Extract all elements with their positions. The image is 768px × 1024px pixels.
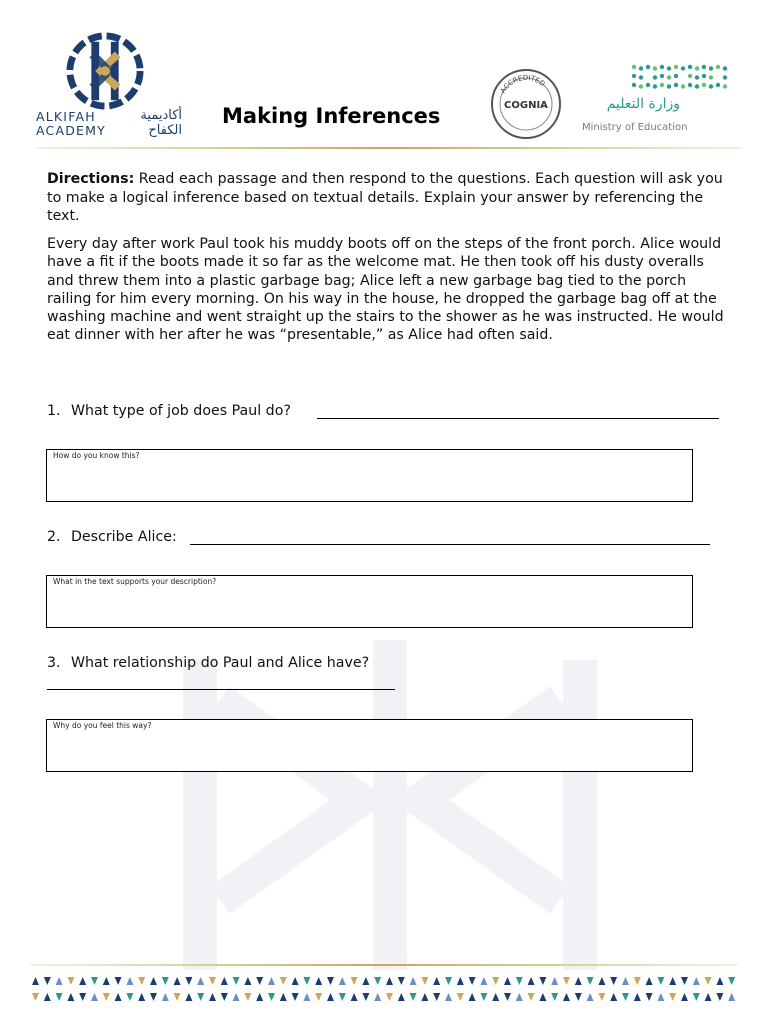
footer-triangle <box>622 977 629 985</box>
cognia-accredited-text: ACCREDITED <box>499 73 547 95</box>
footer-triangle <box>539 993 546 1001</box>
footer-triangle <box>221 993 228 1001</box>
cognia-accredited-seal <box>490 68 562 140</box>
footer-triangle <box>221 977 228 985</box>
footer-triangle <box>410 977 417 985</box>
footer-triangle <box>91 977 98 985</box>
question-number: 3. <box>47 655 61 671</box>
footer-triangle <box>67 993 74 1001</box>
footer-triangle <box>657 993 664 1001</box>
footer-triangle <box>56 977 63 985</box>
footer-triangle <box>162 993 169 1001</box>
footer-triangle <box>233 977 240 985</box>
footer-triangle <box>197 977 204 985</box>
footer-triangle <box>280 993 287 1001</box>
footer-triangle <box>67 977 74 985</box>
footer-triangle <box>646 993 653 1001</box>
footer-triangle <box>516 977 523 985</box>
question-text: What relationship do Paul and Alice have? <box>71 655 370 671</box>
footer-triangle <box>103 977 110 985</box>
footer-triangle <box>480 977 487 985</box>
footer-triangle <box>575 993 582 1001</box>
question-2 <box>47 528 177 546</box>
question-text: What type of job does Paul do? <box>71 403 291 419</box>
answer-box-1[interactable] <box>46 449 693 502</box>
moe-english-text: Ministry of Education <box>582 122 688 133</box>
footer-triangle <box>327 993 334 1001</box>
footer-triangle <box>528 977 535 985</box>
footer-triangle <box>280 977 287 985</box>
footer-triangle <box>185 993 192 1001</box>
footer-triangle <box>504 993 511 1001</box>
answer-box-3[interactable] <box>46 719 693 772</box>
footer-triangle <box>610 993 617 1001</box>
footer-triangle <box>209 993 216 1001</box>
footer-triangle <box>339 993 346 1001</box>
footer-triangle <box>150 993 157 1001</box>
footer-triangle <box>244 977 251 985</box>
footer-triangle <box>669 977 676 985</box>
footer-triangle-pattern-row-2 <box>30 990 738 1002</box>
footer-triangle <box>705 993 712 1001</box>
footer-triangle <box>587 977 594 985</box>
footer-triangle <box>126 977 133 985</box>
footer-triangle <box>327 977 334 985</box>
footer-triangle <box>174 977 181 985</box>
footer-triangle <box>233 993 240 1001</box>
footer-triangle <box>421 977 428 985</box>
footer-triangle <box>551 993 558 1001</box>
question-number: 2. <box>47 529 61 545</box>
footer-triangle <box>374 993 381 1001</box>
footer-triangle <box>351 977 358 985</box>
footer-triangle <box>292 977 299 985</box>
page-title: Making Inferences <box>222 104 441 128</box>
footer-triangle <box>410 993 417 1001</box>
footer-triangle <box>528 993 535 1001</box>
logo-english-text: ALKIFAH ACADEMY <box>36 109 106 138</box>
footer-triangle <box>539 977 546 985</box>
footer-triangle <box>504 977 511 985</box>
footer-triangle <box>693 977 700 985</box>
footer-triangle <box>716 993 723 1001</box>
footer-triangle <box>693 993 700 1001</box>
footer-triangle <box>457 993 464 1001</box>
footer-triangle <box>646 977 653 985</box>
answer-line-2[interactable] <box>190 544 710 545</box>
footer-triangle <box>728 977 735 985</box>
footer-triangle <box>622 993 629 1001</box>
footer-triangle <box>386 993 393 1001</box>
footer-triangle <box>292 993 299 1001</box>
footer-triangle <box>681 993 688 1001</box>
footer-triangle <box>551 977 558 985</box>
directions-text: Read each passage and then respond to the questions. Each question will ask you to make a logical inference based on textual details. Explain your answer by referencing the text. <box>47 171 723 224</box>
footer-triangle <box>516 993 523 1001</box>
moe-dots-icon <box>630 62 730 92</box>
footer-triangle <box>79 993 86 1001</box>
footer-triangle <box>598 977 605 985</box>
footer-triangle <box>56 993 63 1001</box>
footer-triangle <box>421 993 428 1001</box>
answer-line-3[interactable] <box>47 689 395 690</box>
directions-label: Directions: <box>47 171 135 187</box>
footer-triangle <box>563 993 570 1001</box>
footer-triangle <box>469 977 476 985</box>
header-divider <box>36 147 742 149</box>
footer-triangle <box>244 993 251 1001</box>
footer-triangle <box>315 993 322 1001</box>
footer-triangle <box>79 977 86 985</box>
header <box>0 0 768 150</box>
alkifah-logo <box>36 32 206 142</box>
footer-triangle <box>398 993 405 1001</box>
footer-triangle <box>115 993 122 1001</box>
footer-triangle <box>126 993 133 1001</box>
question-1 <box>47 402 291 420</box>
ministry-of-education-logo <box>580 62 730 142</box>
footer-triangle <box>303 977 310 985</box>
reading-passage: Every day after work Paul took his muddy boots off on the steps of the front porch. Alice would have a fit if the boots made it so far as the welcome mat. He then took off his dusty overalls and threw them into a plastic garbage bag; Alice left a new garbage bag tied to the porch railing for him every morning. On his way in the house, he dropped the garbage bag off at the washing machine and went straight up the stairs to the shower as he was instructed. He would eat dinner with her after he was “presentable,” as Alice had often said. <box>47 236 724 344</box>
footer-triangle <box>315 977 322 985</box>
question-text: Describe Alice: <box>71 529 177 545</box>
footer-triangle <box>197 993 204 1001</box>
footer-triangle-pattern-row-1 <box>30 974 738 986</box>
footer-triangle <box>362 993 369 1001</box>
footer-triangle <box>563 977 570 985</box>
footer-triangle <box>716 977 723 985</box>
footer-triangle <box>587 993 594 1001</box>
answer-box-2[interactable] <box>46 575 693 628</box>
footer-triangle <box>705 977 712 985</box>
footer-triangle <box>44 993 51 1001</box>
answer-box-label: Why do you feel this way? <box>53 721 152 730</box>
footer-triangle <box>681 977 688 985</box>
footer-triangle <box>103 993 110 1001</box>
question-3 <box>47 654 369 672</box>
footer-triangle <box>174 993 181 1001</box>
footer-triangle <box>457 977 464 985</box>
footer-triangle <box>256 993 263 1001</box>
footer-triangle <box>386 977 393 985</box>
footer-triangle <box>657 977 664 985</box>
footer-triangle <box>634 993 641 1001</box>
footer-triangle <box>256 977 263 985</box>
footer-triangle <box>91 993 98 1001</box>
footer-triangle <box>32 977 39 985</box>
footer-triangle <box>268 993 275 1001</box>
footer-triangle <box>44 977 51 985</box>
answer-box-label: How do you know this? <box>53 451 140 460</box>
footer-triangle <box>185 977 192 985</box>
footer-triangle <box>469 993 476 1001</box>
footer-triangle <box>445 993 452 1001</box>
footer-triangle <box>598 993 605 1001</box>
footer-triangle <box>398 977 405 985</box>
footer-triangle <box>433 993 440 1001</box>
footer-triangle <box>303 993 310 1001</box>
footer-triangle <box>445 977 452 985</box>
answer-box-label: What in the text supports your description? <box>53 577 217 586</box>
moe-arabic-text: وزارة التعليم <box>606 96 680 112</box>
footer-triangle <box>669 993 676 1001</box>
cognia-name-text: COGNIA <box>504 100 548 111</box>
directions <box>47 170 727 226</box>
footer-triangle <box>480 993 487 1001</box>
footer-triangle <box>115 977 122 985</box>
footer-divider <box>30 964 738 966</box>
footer-triangle <box>728 993 735 1001</box>
question-number: 1. <box>47 403 61 419</box>
footer-triangle <box>138 993 145 1001</box>
footer-triangle <box>610 977 617 985</box>
footer-triangle <box>492 977 499 985</box>
footer-triangle <box>575 977 582 985</box>
footer-triangle <box>32 993 39 1001</box>
footer-triangle <box>492 993 499 1001</box>
footer-triangle <box>209 977 216 985</box>
logo-arabic-text: أكاديمية الكفاح <box>140 108 182 138</box>
footer-triangle <box>351 993 358 1001</box>
footer-triangle <box>268 977 275 985</box>
answer-line-1[interactable] <box>317 418 719 419</box>
footer-triangle <box>162 977 169 985</box>
footer-triangle <box>362 977 369 985</box>
footer-triangle <box>374 977 381 985</box>
footer-triangle <box>339 977 346 985</box>
alkifah-emblem-icon <box>66 32 144 110</box>
footer-triangle <box>138 977 145 985</box>
footer-triangle <box>150 977 157 985</box>
footer-triangle <box>634 977 641 985</box>
footer-triangle <box>433 977 440 985</box>
